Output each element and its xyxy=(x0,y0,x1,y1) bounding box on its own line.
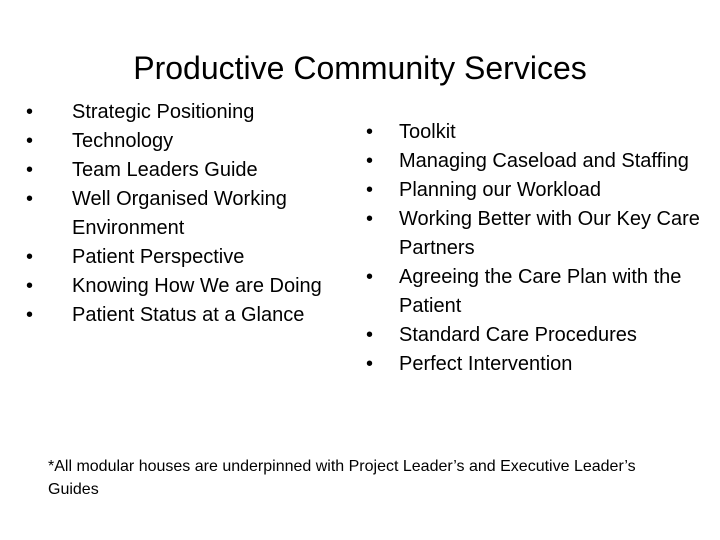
list-item: • Working Better with Our Key Care Partners xyxy=(366,205,706,263)
list-item: • Strategic Positioning xyxy=(26,98,366,127)
list-item: • Team Leaders Guide xyxy=(26,156,366,185)
list-item: • Standard Care Procedures xyxy=(366,321,706,350)
list-item: • Toolkit xyxy=(366,118,706,147)
list-item: • Agreeing the Care Plan with the Patient xyxy=(366,263,706,321)
list-item: • Patient Perspective xyxy=(26,243,366,272)
list-item: • Planning our Workload xyxy=(366,176,706,205)
left-bullet-list xyxy=(26,98,366,330)
slide-title: Productive Community Services xyxy=(133,50,587,86)
list-item: • Managing Caseload and Staffing xyxy=(366,147,706,176)
list-item: • Technology xyxy=(26,127,366,156)
right-bullet-list xyxy=(366,118,706,379)
list-item: • Perfect Intervention xyxy=(366,350,706,379)
footnote: *All modular houses are underpinned with Project Leader’s and Executive Leader’s Guides xyxy=(48,458,636,498)
list-item: • Well Organised Working Environment xyxy=(26,185,366,243)
list-item: • Knowing How We are Doing xyxy=(26,272,366,301)
list-item: • Patient Status at a Glance xyxy=(26,301,366,330)
